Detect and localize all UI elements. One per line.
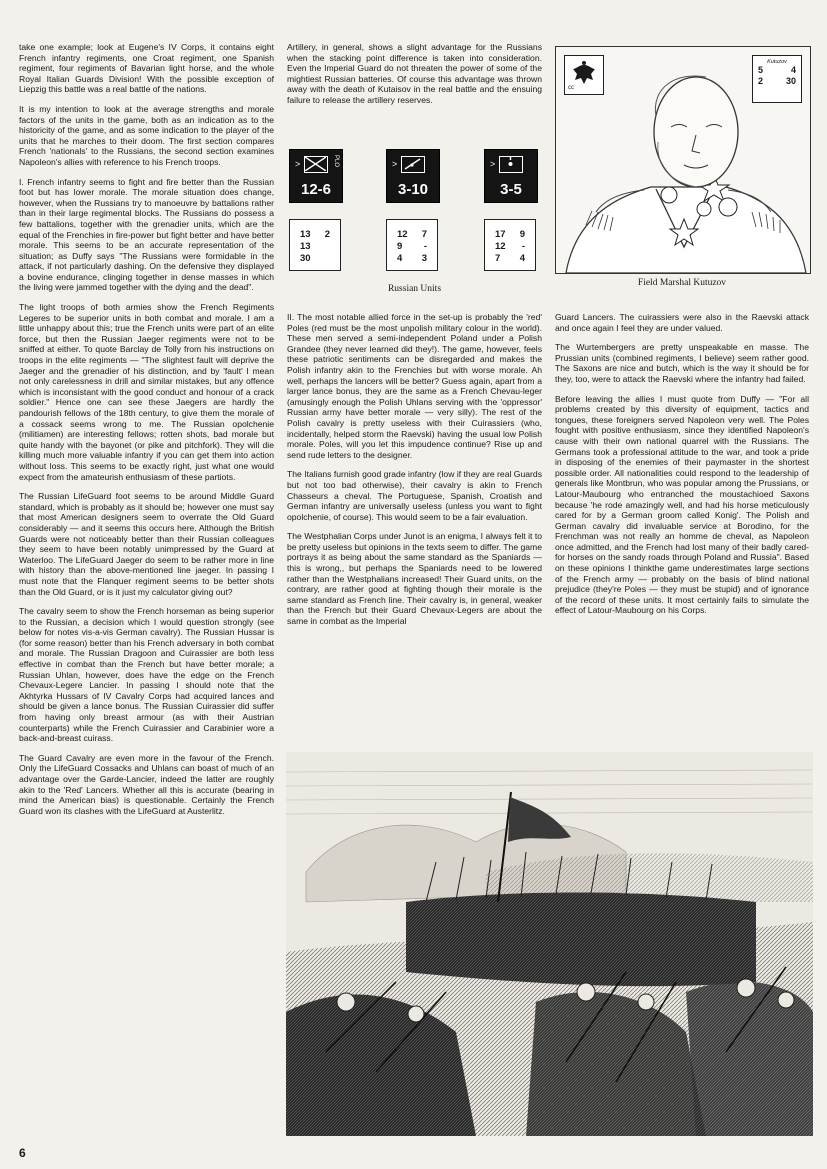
paragraph: The Wurtembergers are pretty unspeakable en masse. The Prussian units (combined regiments, I believe) seem rather good. The Saxons are nice and butch, which is the way it should be for they, too, were to attack the Raevski where the infantry had failed. [555, 342, 809, 384]
units-caption: Russian Units [387, 284, 442, 294]
flag-label: cc [568, 85, 574, 91]
dot-symbol-icon [499, 156, 523, 173]
card-value: 30 [300, 253, 311, 264]
card-value: - [521, 241, 525, 252]
card-value: 30 [785, 76, 796, 86]
paragraph: take one example; look at Eugene's IV Corps, it contains eight French infantry regiments, one Croat regiment, one Spanish regiment, four regiments of Bavarian light horse, and the whole Royal Italian Guards Division! With the possible exception of Liepzig this battle was a real battle of the nations. [19, 42, 274, 95]
paragraph: The Westphalian Corps under Junot is an enigma, I always felt it to be pretty useless but opinions in the texts seem to differ. The game portrays it as being about the same standard as the Spaniards — this is wrong,, but perhaps the Spaniards need to be lowered rather than the Westphalians increased! Their Guard units, on the contrary, are rather good at fighting though their morale is the same standard as French line. Their cavalry is, in general, weaker than the French but their Guard Chevaux-Legers are about the same in combat as the Imperial [287, 531, 542, 627]
paragraph: Artillery, in general, shows a slight advantage for the Russians when the stacking point difference is taken into consideration. Even the Imperial Guard do not threaten the power of some of the mightiest Russian batteries. Of course this advantage was thrown away with the death of Kutaisov in the real battle and the ensuing failure to release the artillery reserves. [287, 42, 542, 105]
column-2-top [287, 42, 542, 115]
card-value: 17 [495, 229, 506, 240]
paragraph: The cavalry seem to show the French horseman as being superior to the Russian, a decision which I would question strongly (see below for notes vis-a-vis German cavalry). The Russian Hussar is (for some reason) better than his French adversary in both combat and morale. The Russian Dragoon and Cuirassier are both less effective in combat than the French but have better morale; a Russian Uhlan, however, does have the edge on the French Chevaux-Legere Lancier. In passing I should note that the Akhtyrka Hussars of IV Cavalry Corps had acquired lances and should be given a lance bonus. The Russian Cuirassier did suffer from having only breast armour (as with their Austrian counterparts) while the French Cuirassier and Carabinier wore a back-and-breast cuirass. [19, 606, 274, 744]
column-3 [555, 312, 809, 625]
paragraph: II. The most notable allied force in the set-up is probably the 'red' Poles (red must be the most unpolish military colour in the world). These men served a semi-independent Poland under a Polish Grandee (they never learned did they!). The game, however, feels these patriotic sentiments can be disregarded and makes the Polish infantry akin to the Frenchies but with worse morale. Ah well, perhaps the lancers will be better? Guess again, apart from a larger lance bonus, they are the same as a French Chevau-leger (amusingly enough the Polish Uhlans serving with the 'oppressor' Russian army have better morale — very silly). The rest of the Polish cavalry is pretty useless with their Cuirassiers (who, incidentally, helped storm the Raevski) having the usual low Polish morale. Poles, will you let this impudence continue? Rise up and send rude letters to the designer. [287, 312, 542, 460]
column-2-bottom [287, 312, 542, 636]
card-value: 4 [790, 65, 796, 75]
eagle-flag-counter [564, 55, 604, 95]
unit-card-1 [289, 219, 341, 271]
artillery-symbol-icon [401, 156, 425, 173]
russian-units-figure [287, 147, 542, 297]
paragraph: I. French infantry seems to fight and fire better than the Russian foot but has lower morale. The morale situation does change, however, when the Russians try to manoeuvre by battalions rather than in their large regimental blocks. The Russians do possess a few battalions, together with the grenadier units, which are the equal of the Frenchies in fire-power but fight better and have better morale. This seems to be an accurate representation of the situation; as Duffy says "The Russians were formidable in the attack, if not particularly dashing. On the defensive they displayed a bovine endurance, clinging together in dense masses in which the living were jammed together with the dying and the dead". [19, 176, 274, 293]
unit-card-2 [386, 219, 438, 271]
card-value: 4 [397, 253, 403, 264]
arrow-icon: > [392, 159, 398, 169]
card-value: 2 [324, 229, 330, 240]
paragraph: The Italians furnish good grade infantry (low if they are real Guards but not too bad otherwise), their cavalry is akin to French Chasseurs a cheval. The Portuguese, Spanish, Croatish and German infantry are universally useless (unless you want to fight opolchenie, of course). This would seem to be a fair evaluation. [287, 469, 542, 522]
card-value: 5 [758, 65, 764, 75]
paragraph: Guard Lancers. The cuirassiers were also in the Raevski attack and once again I feel they are under valued. [555, 312, 809, 333]
card-value: 3 [421, 253, 427, 264]
card-value: 13 [300, 241, 311, 252]
unit-tag: PLO [333, 155, 339, 168]
card-name: Kutuzov [767, 59, 787, 65]
card-value: 2 [758, 76, 764, 86]
unit-strength: 3-5 [500, 181, 522, 198]
card-value: 7 [495, 253, 501, 264]
battle-scene-illustration [286, 752, 813, 1136]
unit-counter-infantry [289, 149, 343, 203]
card-value: 13 [300, 229, 311, 240]
arrow-icon: > [295, 159, 301, 169]
unit-strength: 12-6 [300, 181, 332, 198]
unit-strength: 3-10 [397, 181, 429, 198]
paragraph: It is my intention to look at the average strengths and morale factors of the units in the game, both as an indication as to the historicity of the game, and as some indication to the player of the units that he marches to their doom. The first section compares French 'nationals' to the Russians, the second section examines Napoleon's allies with reference to his French troops. [19, 103, 274, 167]
card-value: - [423, 241, 427, 252]
kutuzov-portrait [555, 46, 811, 274]
card-value: 9 [397, 241, 403, 252]
column-1 [19, 42, 274, 825]
unit-counter-leader [484, 149, 538, 203]
card-value: 12 [397, 229, 408, 240]
paragraph: Before leaving the allies I must quote from Duffy — "For all problems created by this diversity of equipment, tactics and tongues, these foreigners served Napoleon very well. The Poles fought with positive enthusiasm, since they identified Napoleon's cause with their own national quarrel with the Russians. The Germans took a professional attitude to the war, and took a pride in disposing of the enemies of their paymaster in the shortest possible order. All nationalities could respond to the leadership of generals like Montbrun, who was popular among the Prussians, or Latour-Maubourg who entranched the moustachioed Saxons because 'he rode amazingly well, and had his horse meticulously cared for by a German groom called Konig'. The Polish and German cavalry did invaluable service at Borodino, for the Frenchman was not really an homme de cheval, as Napoleon once admitted, and the French had lost many of their badly cared-for horses on the sandy roads through Poland and Russia". Based on these opinions I thinkthe game underestimates large sections of the French army — probably on the basis of blind national prejudice (they're Poles — they must be stupid) and of ignorance of the record of these units. It most certainly fails to simulate the effect of Latour-Maubourg on his Corps. [555, 393, 809, 616]
paragraph: The Guard Cavalry are even more in the favour of the French. Only the LifeGuard Cossacks and Uhlans can boast of much of an advantage over the Garde-Lancier, indeed the latter are roughly akin to the 'Red' Lancers. Whether all this is accurate (bearing in mind the American bias) is questionable. Certainly the French Guard won its clashes with the LifeGuard at Austerlitz. [19, 752, 274, 816]
paragraph: The light troops of both armies show the French Regiments Legeres to be superior units in both combat and morale. I am a little unhappy about this; true the French units were part of an elite force, but then the Russian Jaeger regiments were not to be sniffed at either. To quote Barclay de Tolly from his instructions on troops in the elite regiments — "The slightest fault will deprive the Jaeger and the grenadier of his distinction, and by 'fault' I mean not only carelessness in drill and similar mistakes, but any offence which is inconsistant with the good conduct and honour of a crack soldier." Hence one can see these Jaegers are hardly the pandourish fellows of the 18th century, to give them the morale of a cossack seems wrong to me. The Russian opolchenie (militiamen) are interesting fellows; rotten shots, bad morale but quite handy with the bayonet (or pike and pitchfork). They will die killing much more valuable infantry if you can get them into action without loss. This seems to be exactly right, just what one would expect from the amateurish enthusiasm of these partiots. [19, 302, 274, 482]
card-value: 9 [519, 229, 525, 240]
battle-engraving [286, 752, 813, 1136]
page-number: 6 [19, 1146, 26, 1160]
portrait-caption: Field Marshal Kutuzov [637, 278, 727, 288]
infantry-symbol-icon [304, 156, 328, 173]
arrow-icon: > [490, 159, 496, 169]
paragraph: The Russian LifeGuard foot seems to be around Middle Guard standard, which is probably as it should be; however one must say that most American designers seem to overrate the Old Guard considerably — and it seems this occurs here. Although the British Guards were not noticeably better than their Russian colleagues they seem to have been notably unimpressed by the Guard at Waterloo. The LifeGuard Jaeger do seem to be rather more in line with history than the above-mentioned line jaeger. In passing I must note that the Flanquer regiment seems to be better shots than the Old Guard, or is it just my calculator giving out? [19, 491, 274, 597]
unit-card-3 [484, 219, 536, 271]
card-value: 4 [519, 253, 525, 264]
unit-counter-artillery [386, 149, 440, 203]
card-value: 7 [421, 229, 427, 240]
kutuzov-counter [752, 55, 802, 103]
card-value: 12 [495, 241, 506, 252]
